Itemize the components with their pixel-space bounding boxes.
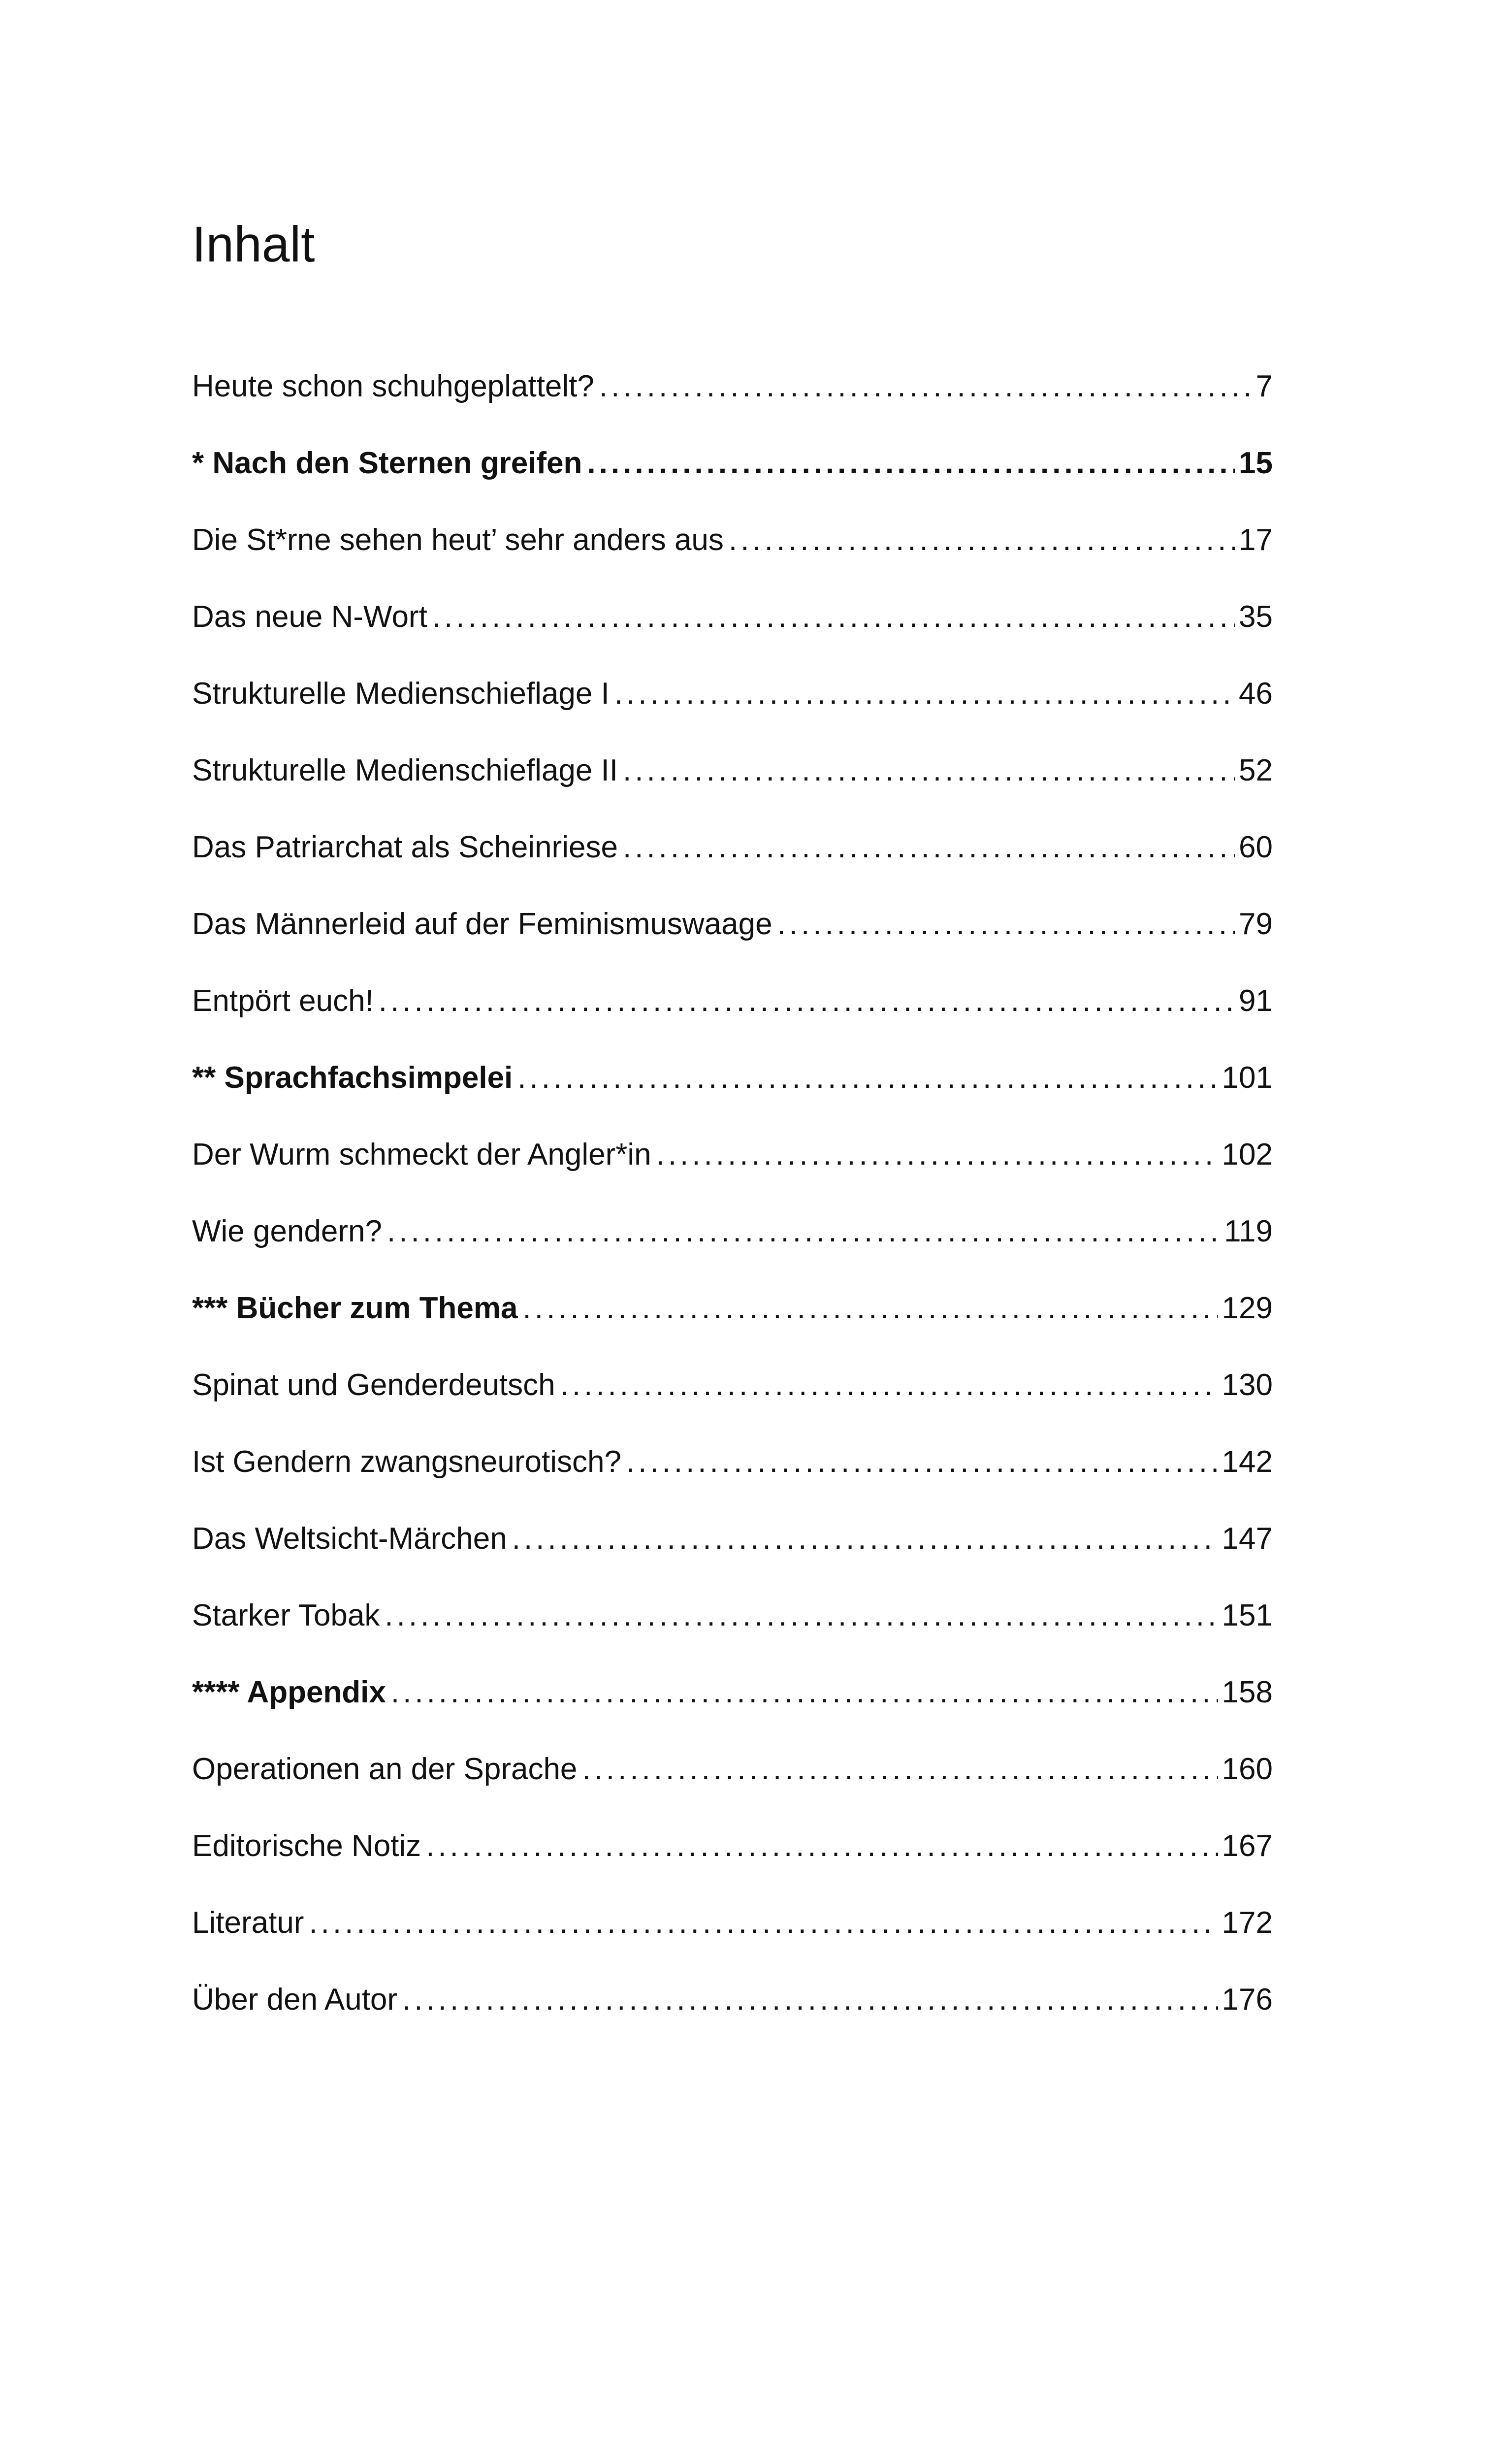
dot-leader [385, 1577, 1218, 1654]
toc-entry-label: Der Wurm schmeckt der Angler*in [192, 1138, 651, 1172]
toc-entry [192, 963, 1273, 1040]
toc-entry [192, 1961, 1273, 2038]
dot-leader [582, 1731, 1218, 1808]
toc-entry-page: 17 [1239, 523, 1273, 557]
toc-entry [192, 348, 1273, 425]
toc-entry-label: Editorische Notiz [192, 1829, 421, 1863]
toc-entry [192, 1040, 1273, 1116]
dot-leader [623, 809, 1235, 886]
dot-leader [432, 579, 1235, 655]
book-page-content [192, 217, 1273, 2038]
toc-entry-label: Operationen an der Sprache [192, 1752, 578, 1787]
toc-entry-label: Literatur [192, 1906, 304, 1940]
toc-entry-label: Heute schon schuhgeplattelt? [192, 369, 594, 404]
toc-entry-page: 101 [1222, 1061, 1273, 1095]
toc-entry-page: 46 [1239, 677, 1273, 711]
dot-leader [391, 1654, 1218, 1731]
dot-leader [587, 425, 1235, 502]
dot-leader [387, 1193, 1220, 1270]
toc-entry-label: * Nach den Sternen greifen [192, 446, 582, 481]
toc-entry [192, 809, 1273, 886]
toc-entry-page: 7 [1255, 369, 1273, 404]
dot-leader [402, 1961, 1218, 2038]
toc-entry-label: Das Weltsicht-Märchen [192, 1522, 507, 1556]
toc-entry-page: 151 [1222, 1598, 1273, 1633]
toc-entry-label: Das Patriarchat als Scheinriese [192, 830, 618, 865]
toc-entry [192, 579, 1273, 655]
dot-leader [379, 963, 1235, 1040]
toc-list [192, 348, 1273, 2038]
toc-entry [192, 1193, 1273, 1270]
toc-entry-label: Starker Tobak [192, 1598, 380, 1633]
toc-entry-label: Über den Autor [192, 1983, 398, 2017]
toc-entry-page: 176 [1222, 1983, 1273, 2017]
toc-entry [192, 1654, 1273, 1731]
toc-entry-label: Das neue N-Wort [192, 600, 427, 634]
toc-entry [192, 1116, 1273, 1193]
toc-entry-page: 142 [1222, 1445, 1273, 1479]
toc-entry-page: 15 [1239, 446, 1273, 481]
toc-entry-page: 167 [1222, 1829, 1273, 1863]
toc-entry-page: 158 [1222, 1675, 1273, 1710]
toc-entry-label: **** Appendix [192, 1675, 386, 1710]
toc-entry [192, 1347, 1273, 1424]
toc-entry-label: Das Männerleid auf der Feminismuswaage [192, 907, 772, 942]
toc-entry-page: 35 [1239, 600, 1273, 634]
toc-entry-label: Spinat und Genderdeutsch [192, 1368, 555, 1402]
toc-entry [192, 732, 1273, 809]
toc-entry-page: 130 [1222, 1368, 1273, 1402]
dot-leader [729, 502, 1235, 579]
toc-entry [192, 502, 1273, 579]
dot-leader [614, 655, 1235, 732]
dot-leader [523, 1270, 1218, 1347]
dot-leader [777, 886, 1235, 963]
toc-entry [192, 1500, 1273, 1577]
dot-leader [517, 1040, 1218, 1116]
toc-entry-label: Strukturelle Medienschieflage II [192, 753, 618, 788]
toc-entry-page: 102 [1222, 1138, 1273, 1172]
toc-entry [192, 1577, 1273, 1654]
toc-entry-page: 52 [1239, 753, 1273, 788]
toc-entry-label: *** Bücher zum Thema [192, 1291, 518, 1326]
toc-entry [192, 886, 1273, 963]
toc-entry [192, 1424, 1273, 1500]
dot-leader [599, 348, 1252, 425]
toc-entry-label: Die St*rne sehen heut’ sehr anders aus [192, 523, 724, 557]
dot-leader [623, 732, 1235, 809]
dot-leader [560, 1347, 1218, 1424]
toc-entry-page: 119 [1224, 1214, 1273, 1249]
toc-entry-page: 160 [1222, 1752, 1273, 1787]
toc-entry-page: 79 [1239, 907, 1273, 942]
toc-entry [192, 1270, 1273, 1347]
toc-entry [192, 1808, 1273, 1885]
page-title: Inhalt [192, 216, 315, 272]
dot-leader [656, 1116, 1218, 1193]
toc-entry [192, 655, 1273, 732]
toc-entry-page: 129 [1222, 1291, 1273, 1326]
toc-entry [192, 1731, 1273, 1808]
toc-entry-label: Entpört euch! [192, 984, 374, 1018]
toc-entry [192, 425, 1273, 502]
dot-leader [512, 1500, 1218, 1577]
toc-entry-label: Ist Gendern zwangsneurotisch? [192, 1445, 621, 1479]
toc-entry-page: 147 [1222, 1522, 1273, 1556]
toc-entry-page: 91 [1239, 984, 1273, 1018]
dot-leader [626, 1424, 1218, 1500]
toc-entry-page: 60 [1239, 830, 1273, 865]
toc-entry [192, 1885, 1273, 1961]
toc-entry-label: Strukturelle Medienschieflage I [192, 677, 610, 711]
toc-entry-label: ** Sprachfachsimpelei [192, 1061, 513, 1095]
toc-entry-label: Wie gendern? [192, 1214, 383, 1249]
dot-leader [309, 1885, 1218, 1961]
toc-entry-page: 172 [1222, 1906, 1273, 1940]
dot-leader [426, 1808, 1218, 1885]
